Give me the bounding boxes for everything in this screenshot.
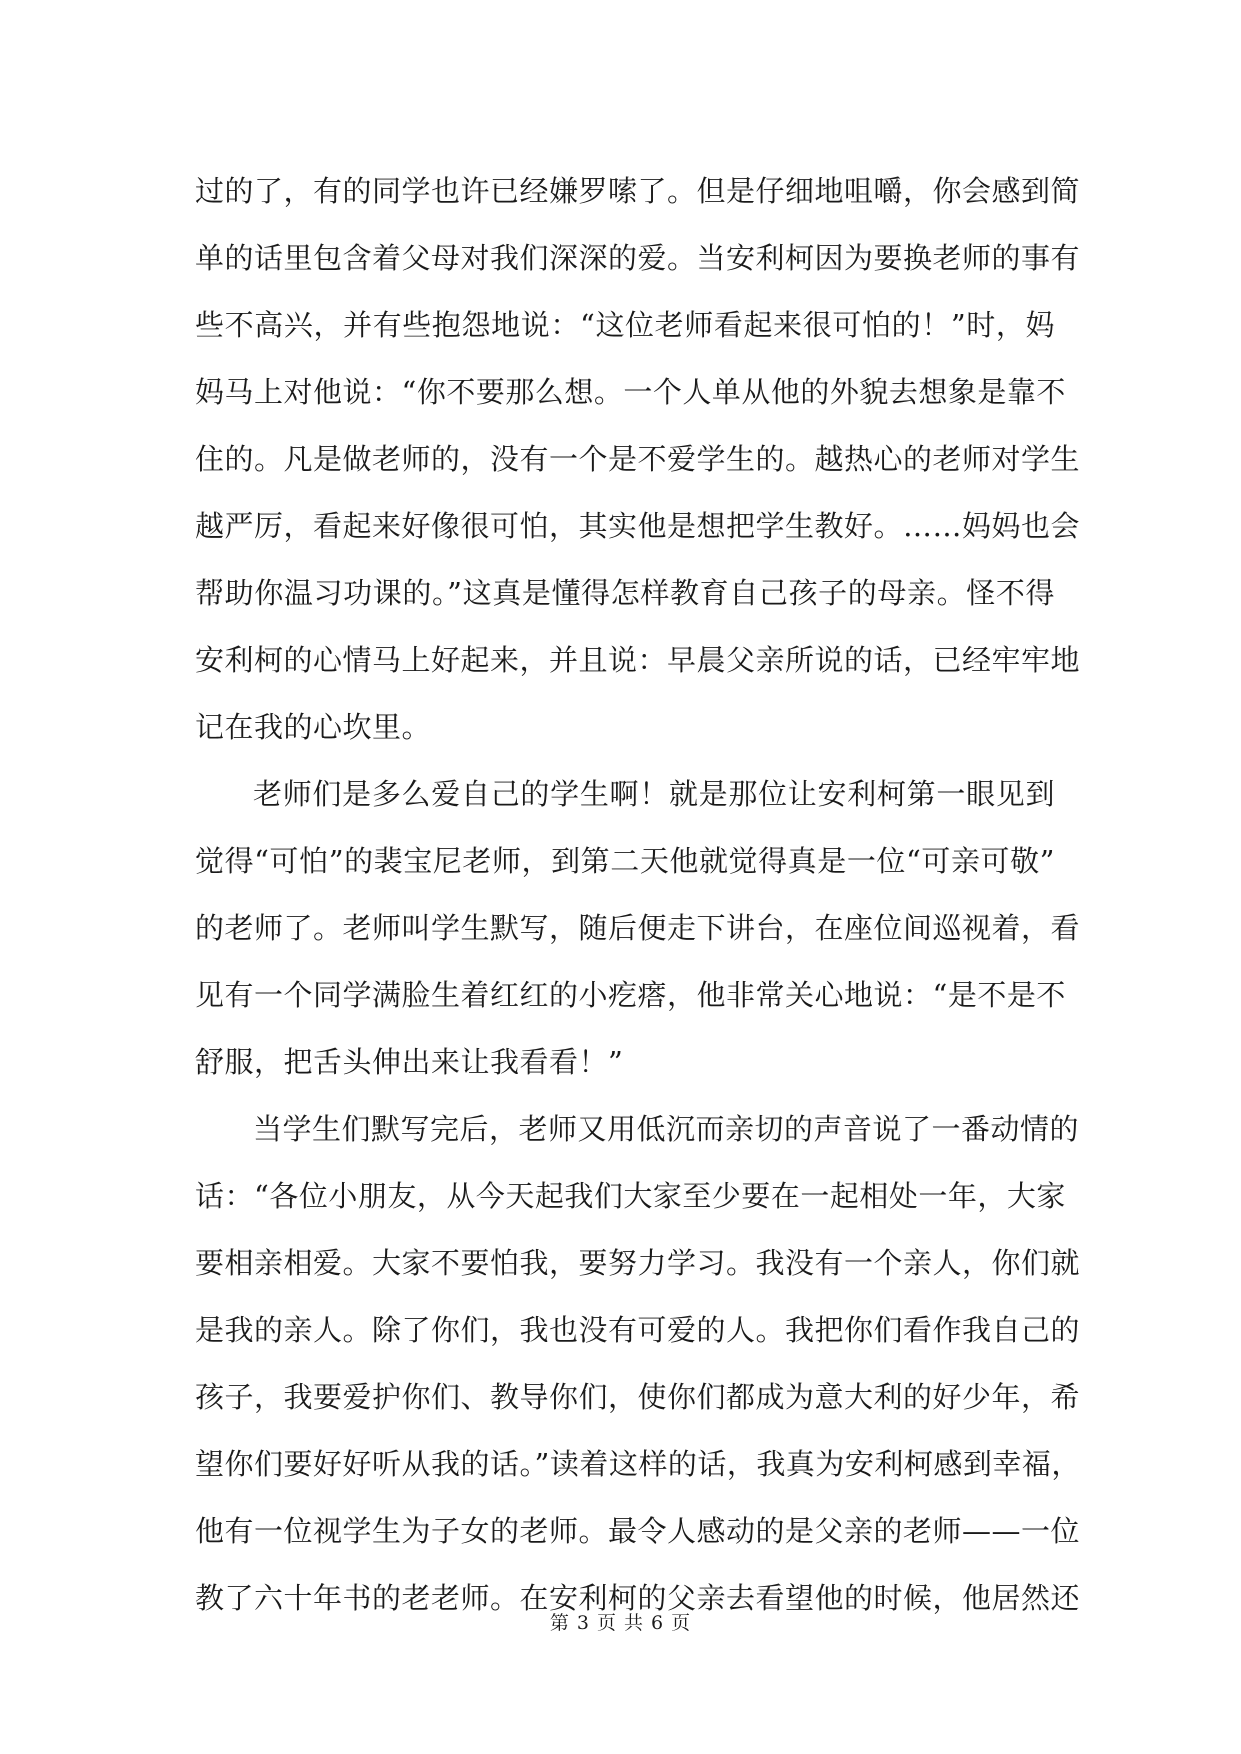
- text-line: 越严厉，看起来好像很可怕，其实他是想把学生教好。……妈妈也会: [195, 509, 1081, 543]
- text-line: 帮助你温习功课的。”这真是懂得怎样教育自己孩子的母亲。怪不得: [195, 576, 1055, 610]
- text-line: 孩子，我要爱护你们、教导你们，使你们都成为意大利的好少年，希: [195, 1380, 1081, 1414]
- text-line: 是我的亲人。除了你们，我也没有可爱的人。我把你们看作我自己的: [195, 1313, 1081, 1347]
- text-line: 住的。凡是做老师的，没有一个是不爱学生的。越热心的老师对学生: [195, 442, 1081, 476]
- text-line: 望你们要好好听从我的话。”读着这样的话，我真为安利柯感到幸福，: [195, 1447, 1081, 1481]
- text-line: 觉得“可怕”的裴宝尼老师，到第二天他就觉得真是一位“可亲可敬”: [195, 844, 1055, 878]
- text-line: 话：“各位小朋友，从今天起我们大家至少要在一起相处一年，大家: [195, 1179, 1066, 1213]
- page-footer: 第 3 页 共 6 页: [549, 1612, 692, 1634]
- body-text: [195, 158, 1081, 1632]
- text-line: 妈马上对他说：“你不要那么想。一个人单从他的外貌去想象是靠不: [195, 375, 1066, 409]
- text-line: 安利柯的心情马上好起来，并且说：早晨父亲所说的话，已经牢牢地: [195, 643, 1081, 677]
- text-line: 当学生们默写完后，老师又用低沉而亲切的声音说了一番动情的: [253, 1112, 1080, 1146]
- text-line: 他有一位视学生为子女的老师。最令人感动的是父亲的老师——一位: [195, 1514, 1081, 1548]
- text-line: 见有一个同学满脸生着红红的小疙瘩，他非常关心地说：“是不是不: [195, 978, 1066, 1012]
- text-line: 老师们是多么爱自己的学生啊！就是那位让安利柯第一眼见到: [253, 777, 1055, 811]
- text-line: 单的话里包含着父母对我们深深的爱。当安利柯因为要换老师的事有: [195, 241, 1081, 275]
- text-line: 些不高兴，并有些抱怨地说：“这位老师看起来很可怕的！”时，妈: [195, 308, 1055, 342]
- text-line: 教了六十年书的老老师。在安利柯的父亲去看望他的时候，他居然还: [195, 1581, 1081, 1615]
- text-line: 要相亲相爱。大家不要怕我，要努力学习。我没有一个亲人，你们就: [195, 1246, 1081, 1280]
- text-line: 过的了，有的同学也许已经嫌罗嗦了。但是仔细地咀嚼，你会感到简: [195, 174, 1081, 208]
- text-line: 记在我的心坎里。: [195, 710, 432, 744]
- text-line: 的老师了。老师叫学生默写，随后便走下讲台，在座位间巡视着，看: [195, 911, 1081, 945]
- text-line: 舒服，把舌头伸出来让我看看！”: [195, 1045, 624, 1079]
